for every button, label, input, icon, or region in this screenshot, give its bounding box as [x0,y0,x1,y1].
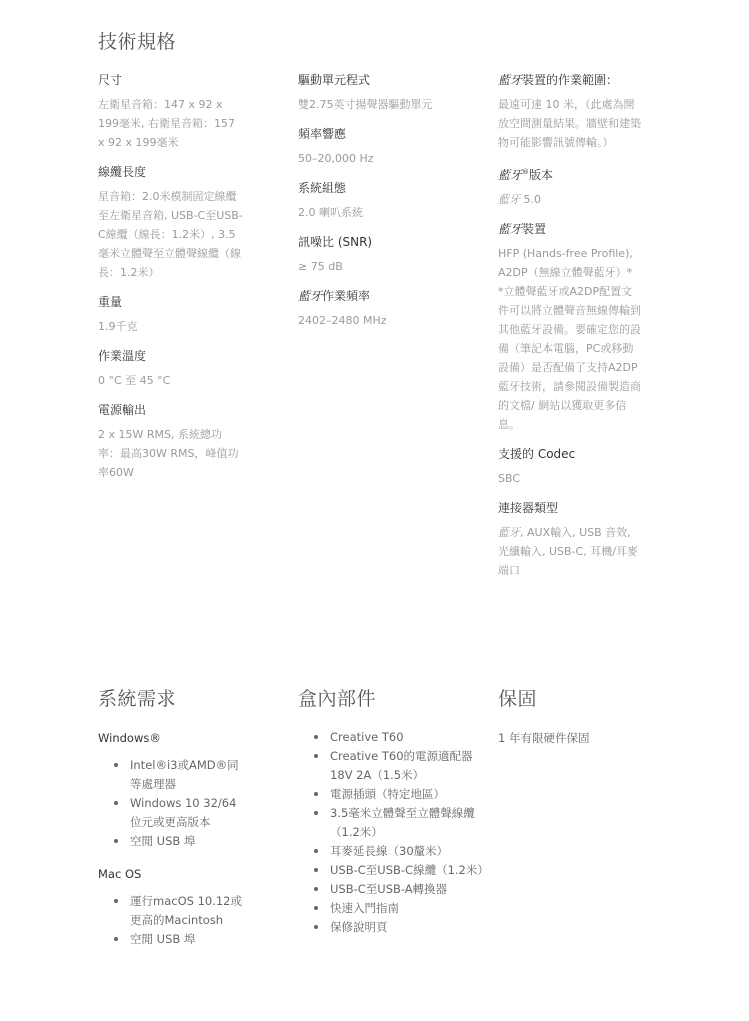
spec-bt-range [498,70,643,152]
requirements-title: 系統需求 [98,688,177,710]
box-contents-column [298,719,488,937]
warranty-column [498,729,698,748]
spec-label: 系統組態 [298,181,347,195]
spec-label [498,219,643,239]
spec-value: 2402–2480 MHz [298,314,387,327]
spec-frequency-response [298,124,443,168]
spec-label: 線纜長度 [98,165,147,179]
spec-value [498,523,643,580]
mac-label: Mac OS [98,867,142,881]
warranty-title: 保固 [498,688,538,710]
warranty-text: 1 年有限硬件保固 [498,731,590,745]
spec-connectors [498,498,643,580]
bluetooth-value: 藍牙 [498,193,520,206]
spec-label: 連接器類型 [498,501,559,515]
spec-system-config [298,178,443,222]
list-item: Creative T60的電源適配器18V 2A（1.5米） [313,747,485,785]
spec-value: 左衛星音箱：147 x 92 x 199毫米, 右衛星音箱：157 x 92 x 199毫米 [98,98,235,149]
spec-value: 50–20,000 Hz [298,152,374,165]
specs-column-3 [498,70,643,590]
spec-label: 驅動單元程式 [298,73,371,87]
list-item: Creative T60 [313,728,485,747]
spec-value: 0 °C 至 45 °C [98,374,171,387]
spec-value: 最遠可達 10 米，（此處為開放空間測量結果。牆壁和建築物可能影響訊號傳輸。） [498,98,641,149]
spec-label: 重量 [98,295,123,309]
list-item: 快速入門指南 [313,899,485,918]
spec-value-text: 5.0 [520,193,541,206]
list-item: 空閒 USB 埠 [113,832,243,851]
mac-requirements-list [113,892,243,949]
spec-value [498,190,643,209]
registered-mark: ® [522,168,530,176]
list-item: 保修說明頁 [313,918,485,937]
spec-bt-profiles [498,219,643,434]
spec-value: 2.0 喇叭系統 [298,206,363,219]
spec-value: 雙2.75英寸揚聲器驅動單元 [298,98,433,111]
list-item: 電源插頭（特定地區） [313,785,485,804]
spec-label-text: 版本 [529,168,554,182]
list-item: USB-C至USB-C線纜（1.2米） [313,861,485,880]
list-item: 空閒 USB 埠 [113,930,243,949]
bluetooth-label: 藍牙 [298,289,323,303]
bluetooth-label: 藍牙 [498,222,523,236]
spec-power-output [98,400,243,482]
spec-cable-length [98,162,243,282]
spec-note: *立體聲藍牙或A2DP配置文件可以將立體聲音無線傳輸到其他藍牙設備。要確定您的設備（筆記本電腦，PC或移動設備）是否配備了支持A2DP藍牙技術，請參閱設備製造商的文檔/ 網站以獲取更多信息。 [498,285,641,431]
spec-weight [98,292,243,336]
spec-label-text: 裝置的作業範圍： [522,73,619,87]
spec-snr [298,232,443,276]
list-item: USB-C至USB-A轉換器 [313,880,485,899]
spec-label: 作業溫度 [98,349,147,363]
spec-value: 星音箱：2.0米模制固定線纜至左衛星音箱, USB-C至USB-C線纜（線長：1.2米）, 3.5毫米立體聲至立體聲線纜（線長：1.2米） [98,190,243,279]
spec-label [298,286,443,306]
specs-title: 技術規格 [98,31,177,53]
spec-operating-temp [98,346,243,390]
list-item: 耳麥延長線（30釐米） [313,842,485,861]
spec-value: 2 x 15W RMS, 系統總功率：最高30W RMS，峰值功率60W [98,428,239,479]
windows-requirements-list [113,756,243,851]
windows-label: Windows® [98,731,161,745]
spec-label [498,70,643,90]
spec-label-text: 裝置 [522,222,547,236]
spec-driver [298,70,443,114]
specs-column-1 [98,70,243,492]
spec-value: 1.9千克 [98,320,138,333]
spec-label-text: 作業頻率 [322,289,371,303]
spec-bt-version [498,162,643,209]
list-item: 3.5毫米立體聲至立體聲線纜（1.2米） [313,804,485,842]
bluetooth-label: 藍牙 [498,168,523,182]
spec-label: 電源輸出 [98,403,147,417]
box-contents-list [313,728,489,937]
spec-label: 訊噪比 (SNR) [298,235,373,249]
list-item: Windows 10 32/64位元或更高版本 [113,794,243,832]
spec-bt-frequency [298,286,443,330]
bluetooth-value: 藍牙 [498,526,520,539]
spec-label: 頻率響應 [298,127,347,141]
spec-label: 尺寸 [98,73,123,87]
spec-value: SBC [498,472,521,485]
list-item: Intel®i3或AMD®同等處理器 [113,756,243,794]
specs-column-2 [298,70,443,340]
spec-value: HFP (Hands-free Profile), A2DP（無線立體聲藍牙）* [498,247,633,279]
box-contents-title: 盒內部件 [298,688,377,710]
spec-dimensions [98,70,243,152]
requirements-column [98,729,258,949]
list-item: 運行macOS 10.12或更高的Macintosh [113,892,243,930]
spec-label: 支援的 Codec [498,447,576,461]
spec-value-text: , AUX輸入, USB 音效, 光纖輸入, USB-C, 耳機/耳麥端口 [498,526,638,577]
bluetooth-label: 藍牙 [498,73,523,87]
spec-label [498,162,643,185]
spec-codec [498,444,643,488]
spec-value: ≥ 75 dB [298,260,343,273]
